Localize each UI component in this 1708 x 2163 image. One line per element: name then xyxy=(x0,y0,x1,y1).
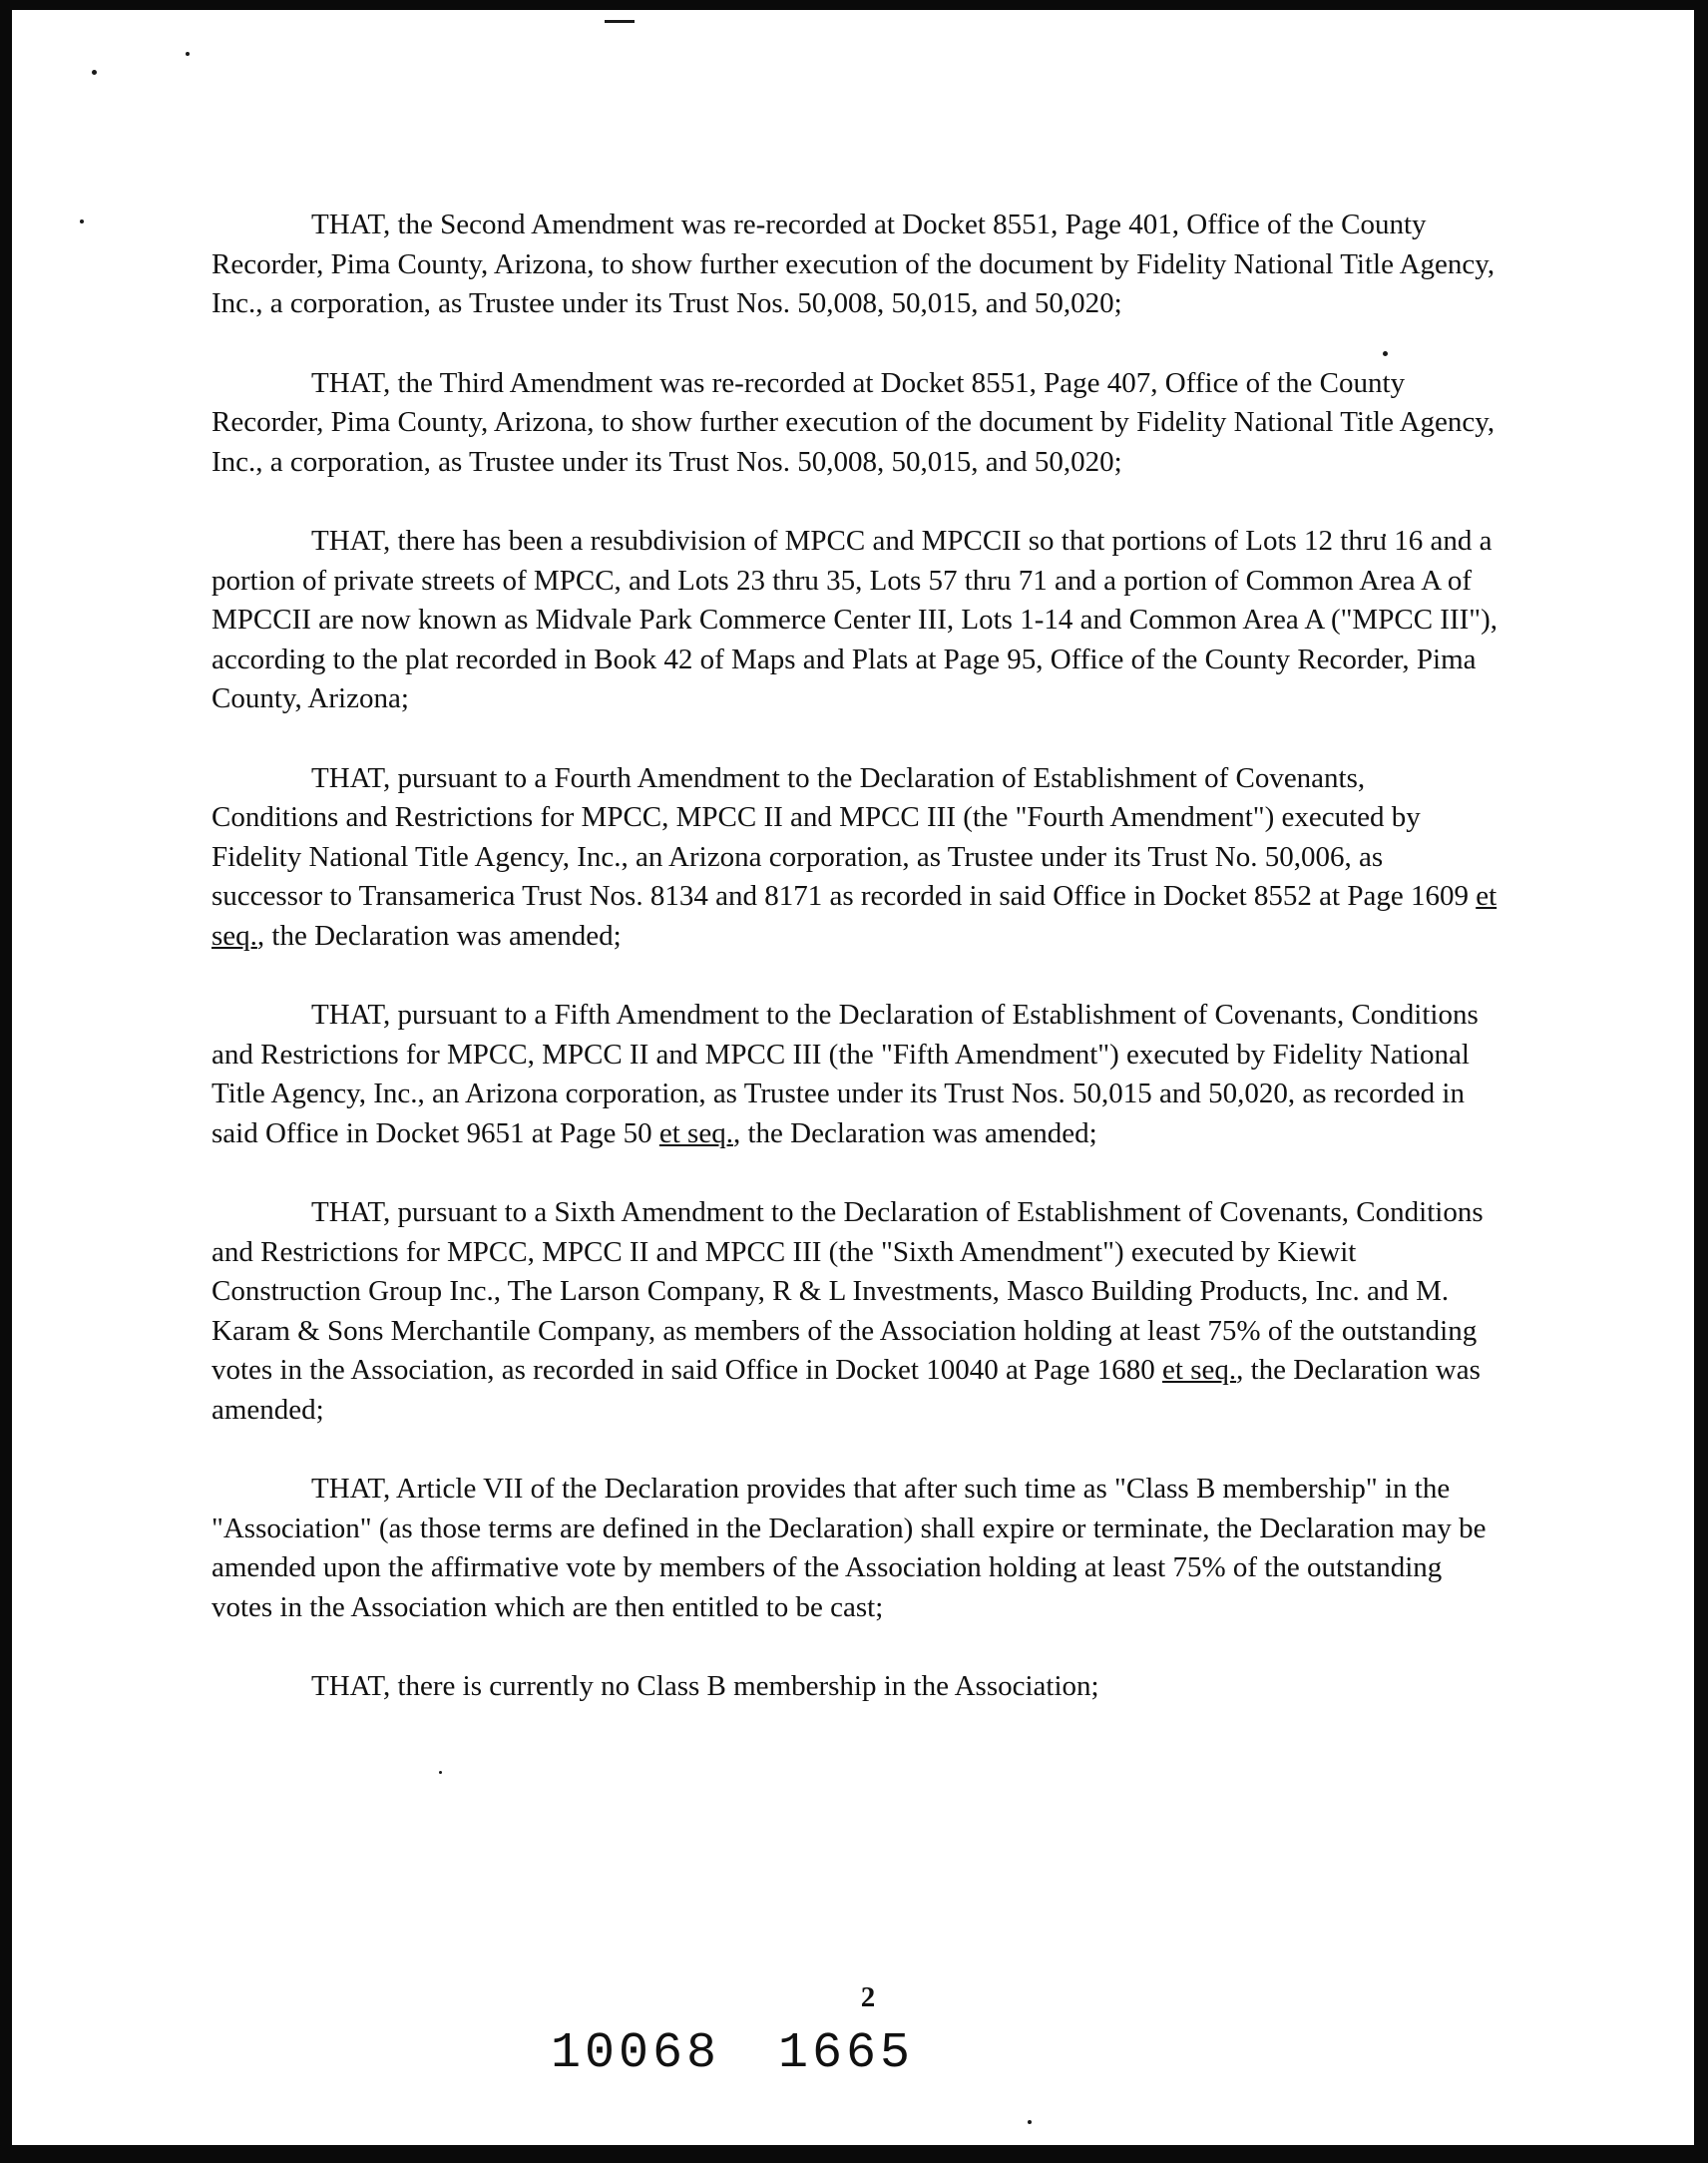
scan-border-right xyxy=(1694,0,1708,2163)
paragraph-fifth-amendment xyxy=(212,996,1498,1153)
paragraph-text: , the Declaration was amended; xyxy=(212,1354,1481,1426)
paragraph-text: THAT, pursuant to a Fifth Amendment to the Declaration of Establishment of Covenants, Conditions and Restrictions for MPCC, MPCC II and MPCC III (the "Fifth Amendment") executed by Fidelity National Title Agency, Inc., an Arizona corporation, as Trustee under its Trust Nos. 50,015 and 50,020, as recorded in said Office in Docket 9651 at Page 50 xyxy=(212,999,1479,1149)
scan-border-bottom xyxy=(0,2145,1708,2163)
docket-number: 10068 xyxy=(551,2025,721,2082)
paragraph-second-amendment: THAT, the Second Amendment was re-recorded at Docket 8551, Page 401, Office of the County Recorder, Pima County, Arizona, to show further execution of the document by Fidelity National Title Agency, Inc., a corporation, as Trustee under its Trust Nos. 50,008, 50,015, and 50,020; xyxy=(212,209,1495,319)
scan-speck xyxy=(186,52,190,56)
paragraph-text: , the Declaration was amended; xyxy=(256,919,622,952)
docket-page-number: 1665 xyxy=(778,2025,915,2082)
docket-stamp xyxy=(551,2025,914,2082)
paragraph-sixth-amendment xyxy=(212,1193,1498,1430)
scan-speck xyxy=(605,20,635,23)
paragraph-third-amendment: THAT, the Third Amendment was re-recorded at Docket 8551, Page 407, Office of the County Recorder, Pima County, Arizona, to show further execution of the document by Fidelity National Title Agency, Inc., a corporation, as Trustee under its Trust Nos. 50,008, 50,015, and 50,020; xyxy=(212,366,1495,478)
paragraph-fourth-amendment xyxy=(212,759,1498,957)
paragraph-text: , the Declaration was amended; xyxy=(732,1116,1097,1149)
paragraph-resubdivision: THAT, there has been a resubdivision of MPCC and MPCCII so that portions of Lots 12 thru 16 and a portion of private streets of MPCC, and Lots 23 thru 35, Lots 57 thru 71 and a portion of Common Area A of MPCCII are now known as Midvale Park Commerce Center III, Lots 1-14 and Common Area A ("MPCC III"), according to the plat recorded in Book 42 of Maps and Plats at Page 95, Office of the County Recorder, Pima County, Arizona; xyxy=(212,525,1497,714)
scan-speck xyxy=(80,219,84,223)
scan-speck xyxy=(439,1771,442,1774)
scan-speck xyxy=(1028,2120,1032,2124)
paragraph-article-vii: THAT, Article VII of the Declaration provides that after such time as "Class B membership" in the "Association" (as those terms are defined in the Declaration) shall expire or terminate, the Declaration may be amended upon the affirmative vote by members of the Association holding at least 75% of the outstanding votes in the Association which are then entitled to be cast; xyxy=(212,1473,1487,1623)
page-number: 2 xyxy=(860,1981,876,2013)
document-body xyxy=(212,206,1498,1747)
et-seq-underlined: et seq. xyxy=(658,1116,733,1149)
scan-border-left xyxy=(0,0,12,2163)
paragraph-text: THAT, pursuant to a Sixth Amendment to the Declaration of Establishment of Covenants, Conditions and Restrictions for MPCC, MPCC II and MPCC III (the "Sixth Amendment") executed by Kiewit Construction Group Inc., The Larson Company, R & L Investments, Masco Building Products, Inc. and M. Karam & Sons Merchantile Company, as members of the Association holding at least 75% of the outstanding votes in the Association, as recorded in said Office in Docket 10040 at Page 1680 xyxy=(212,1196,1484,1386)
scan-border-top xyxy=(0,0,1708,10)
et-seq-underlined: et seq. xyxy=(1162,1354,1237,1386)
paragraph-no-class-b: THAT, there is currently no Class B membership in the Association; xyxy=(311,1670,1099,1702)
scan-speck xyxy=(92,70,97,75)
et-seq-underlined: et seq. xyxy=(212,880,1497,952)
paragraph-text: THAT, pursuant to a Fourth Amendment to the Declaration of Establishment of Covenants, Conditions and Restrictions for MPCC, MPCC II and MPCC III (the "Fourth Amendment") executed by Fidelity National Title Agency, Inc., an Arizona corporation, as Trustee under its Trust No. 50,006, as successor to Transamerica Trust Nos. 8134 and 8171 as recorded in said Office in Docket 8552 at Page 1609 xyxy=(212,761,1477,912)
